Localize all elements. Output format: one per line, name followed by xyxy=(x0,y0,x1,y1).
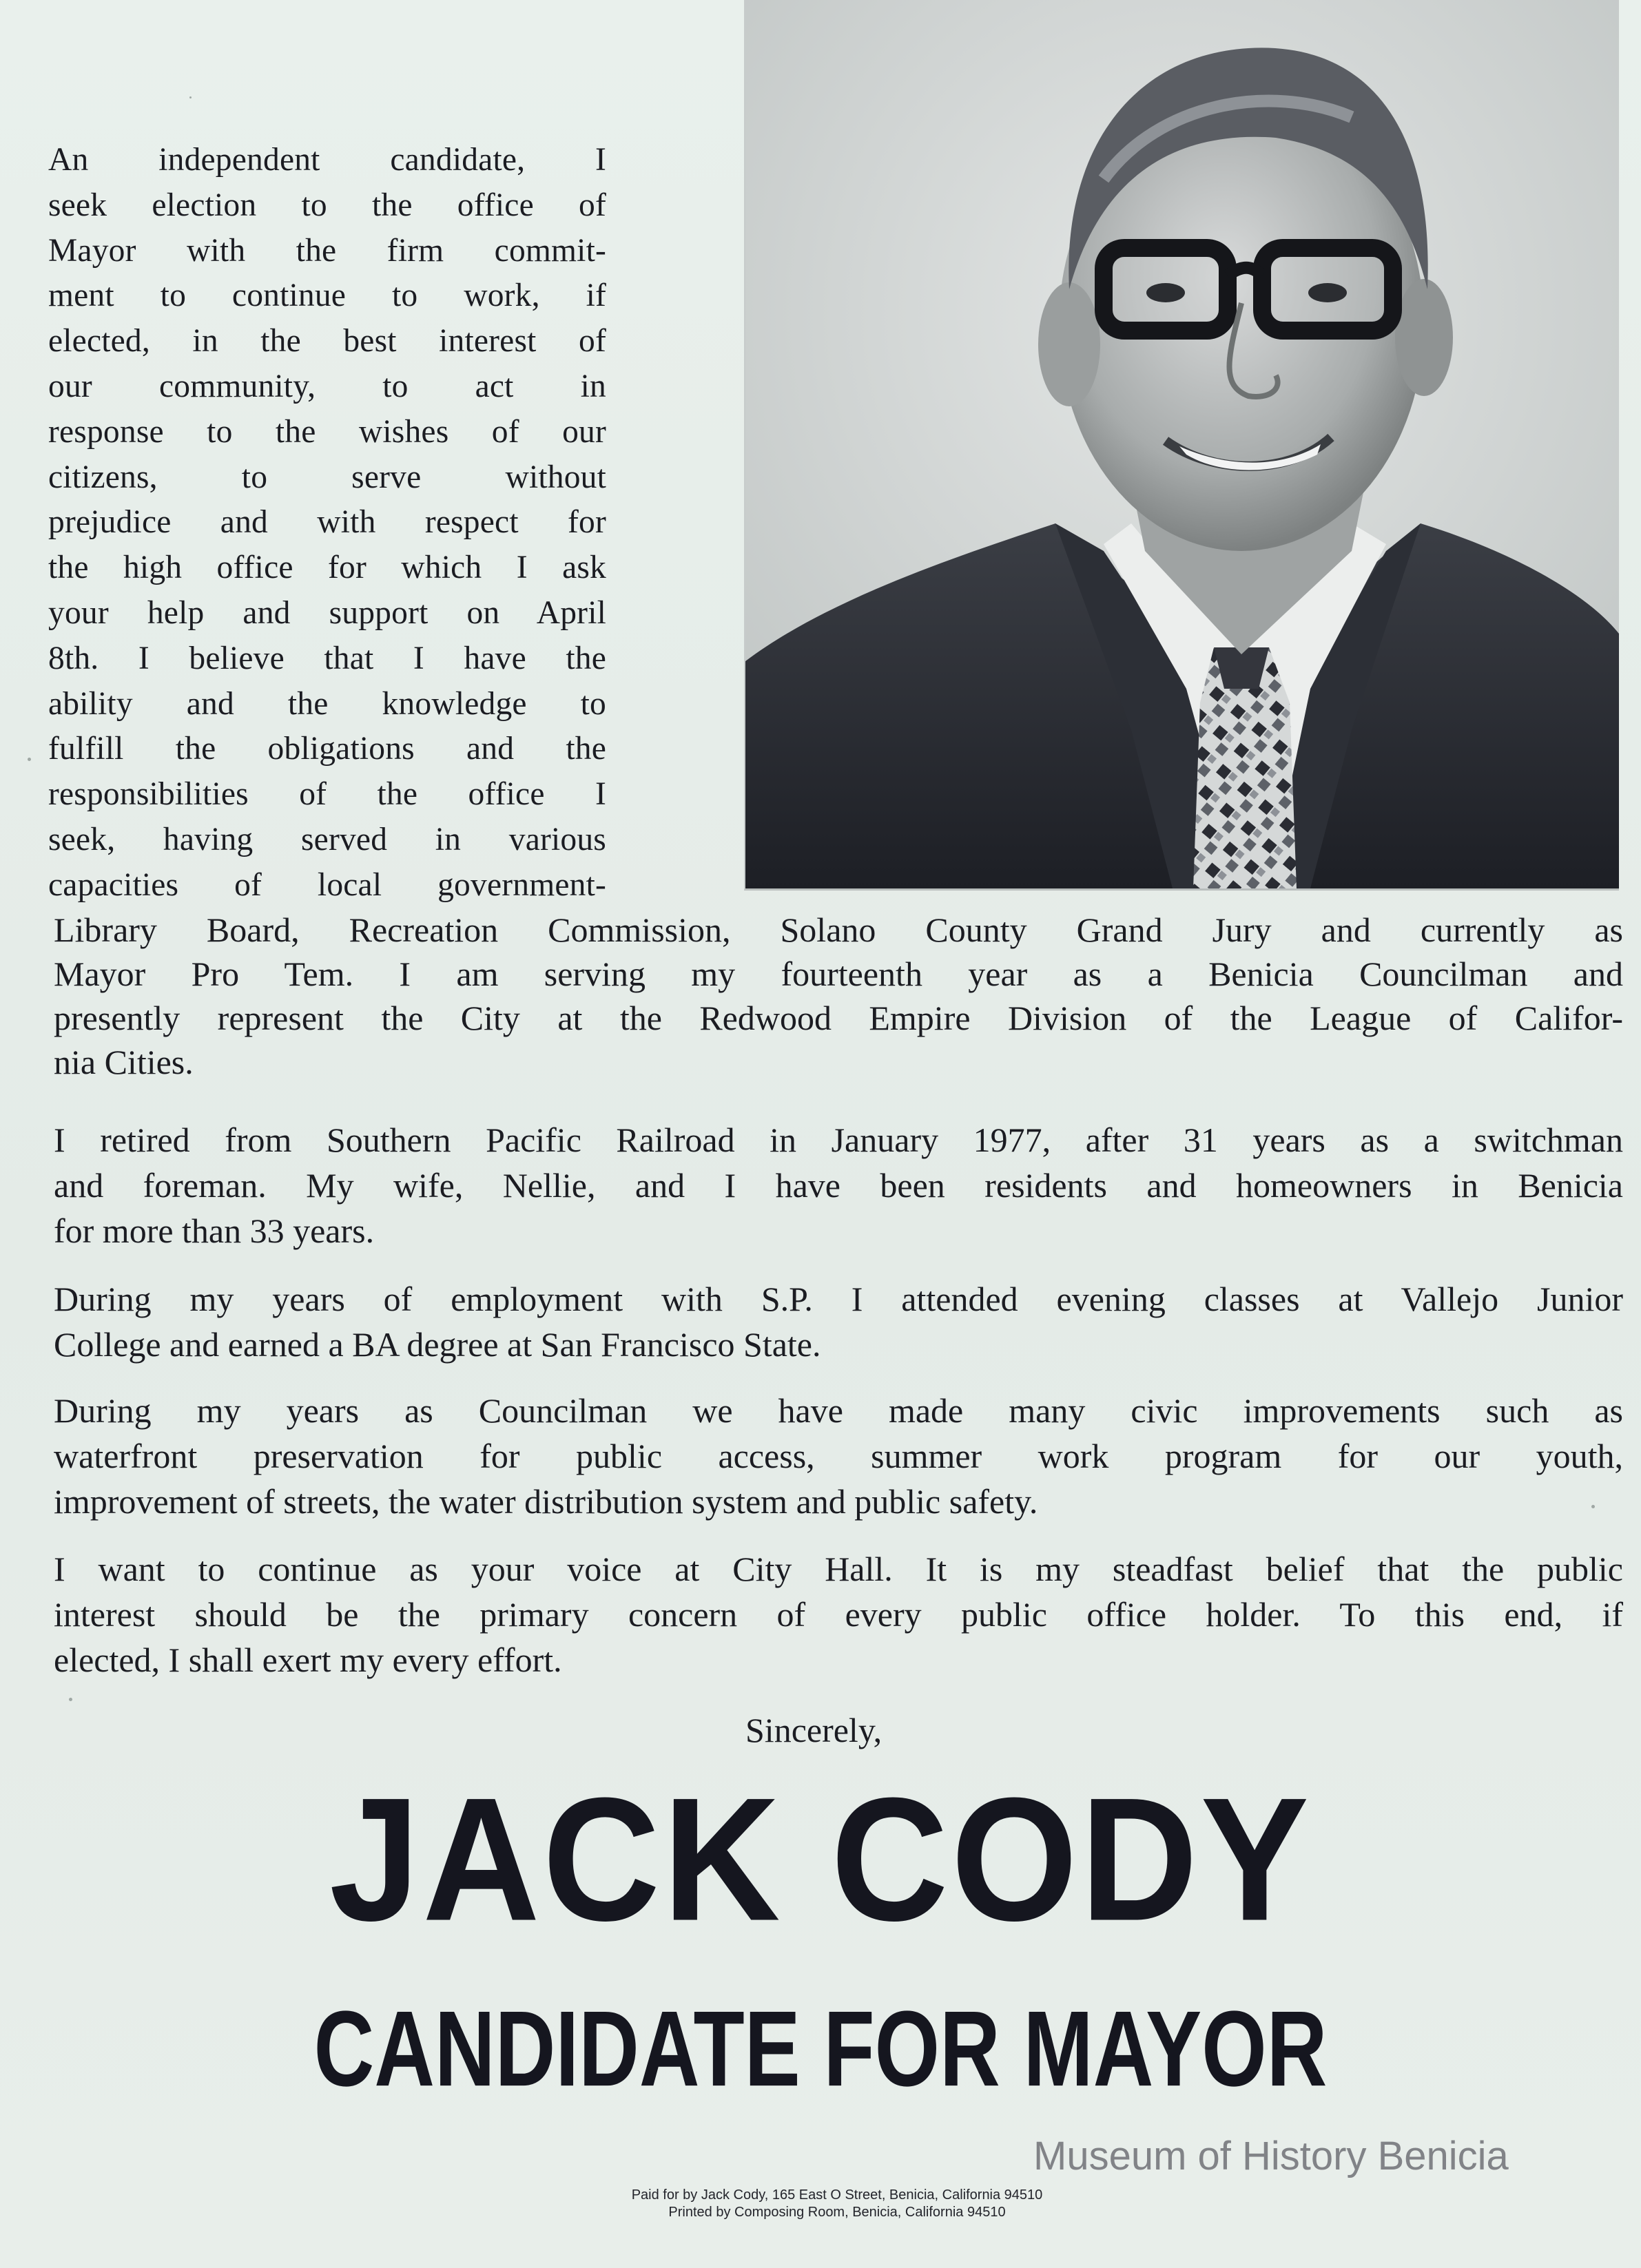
portrait-illustration xyxy=(745,0,1619,888)
intro-line: seek, having served in various xyxy=(48,821,606,857)
intro-line: prejudice and with respect for xyxy=(48,504,606,541)
intro-continuation-line: Mayor Pro Tem. I am serving my fourteenth year as a Benicia Councilman and xyxy=(54,955,1623,993)
paper-speck xyxy=(1591,1505,1595,1508)
intro-line: capacities of local government- xyxy=(48,866,606,903)
paper-speck xyxy=(189,96,192,98)
paragraph-line: elected, I shall exert my every effort. xyxy=(54,1641,562,1679)
intro-line: elected, in the best interest of xyxy=(48,323,606,360)
intro-line: seek election to the office of xyxy=(48,187,606,223)
intro-line: response to the wishes of our xyxy=(48,413,606,450)
paragraph-line: and foreman. My wife, Nellie, and I have been residents and homeowners in Benicia xyxy=(54,1166,1623,1205)
paragraph-line: During my years as Councilman we have made many civic improvements such as xyxy=(54,1391,1623,1430)
intro-continuation xyxy=(54,908,1623,1084)
candidate-title-heading: CANDIDATE FOR MAYOR xyxy=(313,1988,1328,2109)
paragraph-line: College and earned a BA degree at San Francisco State. xyxy=(54,1325,821,1364)
intro-line: responsibilities of the office I xyxy=(48,776,606,813)
intro-paragraph-column xyxy=(48,138,737,908)
museum-watermark: Museum of History Benicia xyxy=(1033,2134,1509,2178)
intro-continuation-line: presently represent the City at the Redwood Empire Division of the League of Califor- xyxy=(54,999,1623,1037)
paper-speck xyxy=(69,1698,72,1701)
intro-line: the high office for which I ask xyxy=(48,550,606,586)
intro-continuation-line: nia Cities. xyxy=(54,1043,194,1081)
intro-line: your help and support on April xyxy=(48,594,606,631)
paragraph-retirement xyxy=(54,1117,1623,1253)
printed-by-notice: Printed by Composing Room, Benicia, California 94510 xyxy=(668,2205,1006,2220)
paragraph-civic-improvements xyxy=(54,1388,1623,1524)
intro-line: An independent candidate, I xyxy=(48,142,606,178)
intro-continuation-line: Library Board, Recreation Commission, Solano County Grand Jury and currently as xyxy=(54,911,1623,949)
candidate-portrait xyxy=(744,0,1619,891)
paragraph-line: for more than 33 years. xyxy=(54,1211,375,1250)
paragraph-closing-statement xyxy=(54,1546,1623,1683)
intro-line: 8th. I believe that I have the xyxy=(48,640,606,676)
intro-line: our community, to act in xyxy=(48,368,606,404)
paragraph-line: I want to continue as your voice at City Hall. It is my steadfast belief that the public xyxy=(54,1550,1623,1588)
closing-salutation: Sincerely, xyxy=(745,1711,883,1749)
paragraph-line: During my years of employment with S.P. I attended evening classes at Vallejo Junior xyxy=(54,1280,1623,1318)
intro-line: citizens, to serve without xyxy=(48,459,606,495)
paragraph-line: improvement of streets, the water distribution system and public safety. xyxy=(54,1482,1038,1521)
paper-speck xyxy=(28,758,31,761)
intro-line: ment to continue to work, if xyxy=(48,278,606,314)
paragraph-line: I retired from Southern Pacific Railroad in January 1977, after 31 years as a switchman xyxy=(54,1121,1623,1159)
candidate-name-heading: JACK CODY xyxy=(329,1761,1312,1958)
intro-line: ability and the knowledge to xyxy=(48,685,606,722)
paid-for-notice: Paid for by Jack Cody, 165 East O Street, Benicia, California 94510 xyxy=(631,2187,1043,2203)
paragraph-line: waterfront preservation for public access, summer work program for our youth, xyxy=(54,1437,1623,1475)
paragraph-education xyxy=(54,1276,1623,1367)
intro-line: fulfill the obligations and the xyxy=(48,731,606,767)
intro-line: Mayor with the firm commit- xyxy=(48,232,606,269)
paragraph-line: interest should be the primary concern of every public office holder. To this end, if xyxy=(54,1595,1623,1634)
